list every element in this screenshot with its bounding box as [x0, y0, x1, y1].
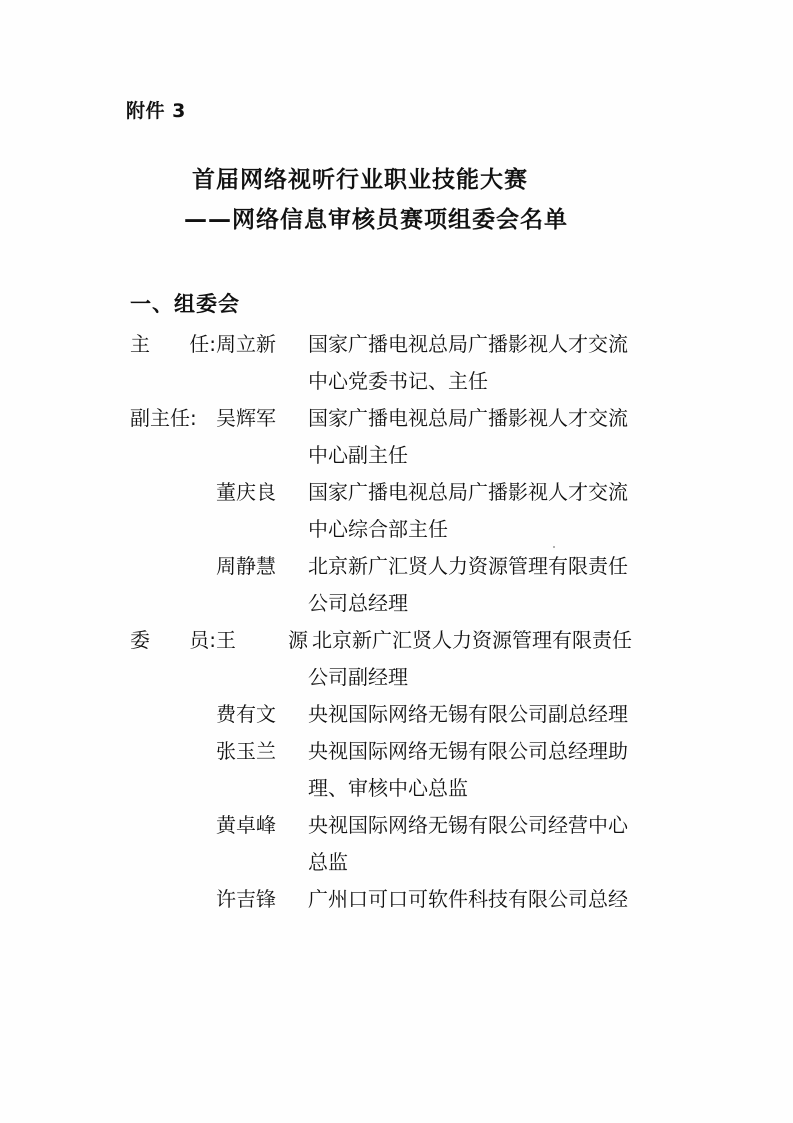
list-item [130, 733, 690, 807]
entry-desc-line: 中心副主任 [308, 443, 408, 467]
entry-name: 吴辉军 [216, 406, 276, 430]
list-item [130, 807, 690, 881]
title-line-primary: 首届网络视听行业职业技能大赛 [192, 167, 528, 193]
entry-desc-line: 总监 [308, 850, 348, 874]
entry-desc-line: 国家广播电视总局广播影视人才交流 [308, 406, 628, 430]
entry-desc-line: 国家广播电视总局广播影视人才交流 [308, 332, 628, 356]
entry-role-part-2: 任: [189, 332, 216, 356]
list-item [130, 474, 690, 548]
entry-name: 黄卓峰 [216, 813, 276, 837]
entry-role: 副主任: [130, 406, 197, 430]
entry-name: 周静慧 [216, 554, 276, 578]
entry-role-part-2: 员: [189, 628, 216, 652]
entry-name: 董庆良 [216, 480, 276, 504]
entry-desc-line: 央视国际网络无锡有限公司总经理助 [308, 739, 628, 763]
entry-desc-line: 北京新广汇贤人力资源管理有限责任 [312, 628, 632, 652]
entry-role-part-1: 主 [130, 332, 150, 356]
entry-name-part-2: 源 [288, 628, 308, 652]
entry-desc-line: 理、审核中心总监 [308, 776, 468, 800]
list-item [130, 548, 690, 622]
entry-name: 费有文 [216, 702, 276, 726]
section-heading: 一、组委会 [130, 292, 240, 316]
title-line-secondary: ——网络信息审核员赛项组委会名单 [184, 207, 568, 233]
entry-name-part-1: 王 [216, 628, 236, 652]
entry-name: 张玉兰 [216, 739, 276, 763]
entry-name [216, 622, 312, 659]
entry-desc-line: 央视国际网络无锡有限公司副总经理 [308, 702, 628, 726]
document-title [126, 160, 686, 240]
entry-desc-line: 中心综合部主任 [308, 517, 448, 541]
list-item [130, 326, 690, 400]
attachment-label: 附件 3 [126, 100, 186, 122]
entry-desc-line: 公司总经理 [308, 591, 408, 615]
entry-desc-line: 广州口可口可软件科技有限公司总经 [308, 887, 628, 911]
entry-desc-line: 北京新广汇贤人力资源管理有限责任 [308, 554, 628, 578]
entry-role [130, 622, 216, 659]
entry-role-part-1: 委 [130, 628, 150, 652]
entry-name: 许吉锋 [216, 887, 276, 911]
list-item [130, 400, 690, 474]
entry-desc-line: 央视国际网络无锡有限公司经营中心 [308, 813, 628, 837]
list-item [130, 622, 690, 696]
list-item [130, 881, 690, 918]
list-item [130, 696, 690, 733]
entry-desc-line: 中心党委书记、主任 [308, 369, 488, 393]
entry-role [130, 326, 216, 363]
entry-desc-line: 公司副经理 [308, 665, 408, 689]
committee-roster [130, 326, 690, 918]
entry-desc-line: 国家广播电视总局广播影视人才交流 [308, 480, 628, 504]
entry-name: 周立新 [216, 332, 276, 356]
scan-speck [553, 546, 555, 548]
